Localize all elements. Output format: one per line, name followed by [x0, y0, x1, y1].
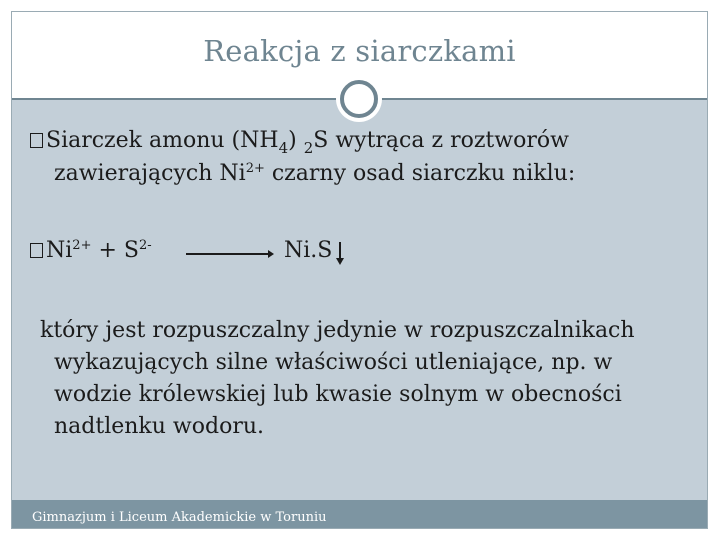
superscript-2-plus: 2+	[245, 161, 265, 176]
bullet-1-line-2-a: zawierających Ni	[54, 161, 246, 186]
equation-product: Ni.S	[284, 238, 333, 263]
bullet-1-line-1	[30, 128, 569, 157]
slide-title: Reakcja z siarczkami	[203, 34, 516, 68]
equation-s-charge: 2-	[138, 238, 152, 253]
bullet-1-line-2	[54, 163, 575, 185]
equation-plus-s: + S	[91, 238, 139, 263]
bullet-1-text-c: S wytrąca z roztworów	[313, 128, 569, 153]
subscript-2: 2	[303, 139, 314, 157]
equation-ni: Ni	[46, 238, 73, 263]
right-arrow-icon	[186, 253, 270, 255]
square-bullet-icon	[30, 243, 43, 258]
right-arrow-head	[268, 250, 274, 258]
paragraph-line-3: wodzie królewskiej lub kwasie solnym w obecności	[54, 382, 622, 407]
down-arrow-head	[336, 258, 344, 265]
bullet-1-line-2-b: czarny osad siarczku niklu:	[264, 161, 576, 186]
content-area	[12, 100, 707, 500]
square-bullet-icon	[30, 133, 43, 148]
equation-left	[30, 240, 152, 262]
bullet-1-text-b: )	[288, 128, 304, 153]
paragraph-line-2: wykazujących silne właściwości utleniające, np. w	[54, 350, 613, 375]
subscript-4: 4	[278, 139, 289, 157]
bullet-1-text-a: Siarczek amonu (NH	[46, 128, 279, 153]
footer-text: Gimnazjum i Liceum Akademickie w Toruniu	[32, 510, 327, 525]
equation-ni-charge: 2+	[72, 238, 92, 253]
paragraph-line-1: który jest rozpuszczalny jedynie w rozpuszczalnikach	[40, 318, 635, 343]
circle-ornament-icon	[340, 80, 378, 118]
paragraph-line-4: nadtlenku wodoru.	[54, 414, 265, 439]
